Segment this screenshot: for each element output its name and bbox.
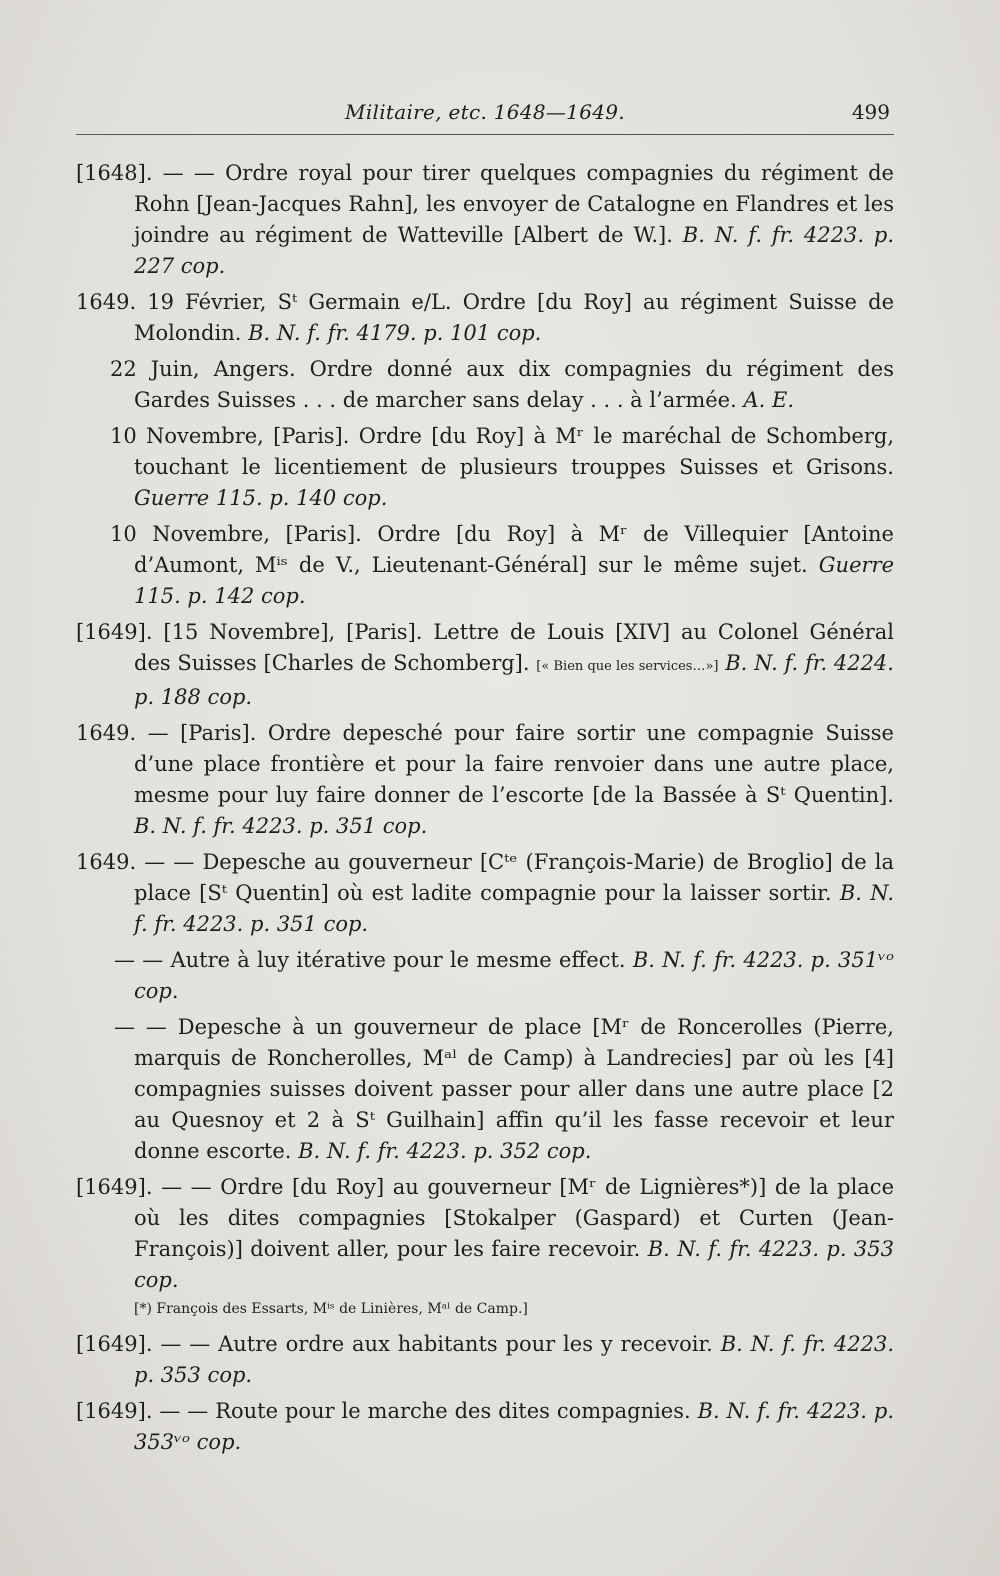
entry-date: 10 Novembre, [Paris]. — [110, 424, 350, 448]
entry-text: Route pour le marche des dites compagnies. — [215, 1399, 691, 1423]
entry-source: B. N. f. fr. 4223. p. 353 cop. — [134, 1237, 894, 1292]
entry-source: B. N. f. fr. 4223. p. 227 cop. — [134, 223, 894, 278]
entry-text: Lettre de Louis [XIV] au Colonel Général des Suisses [Charles de Schomberg]. — [134, 620, 894, 675]
running-title: Militaire, etc. 1648—1649. — [345, 100, 625, 124]
entry-depesche-roncerolles — [76, 1012, 894, 1167]
entry-incipit: [« Bien que les services…»] — [536, 659, 719, 674]
entry-text: Ordre [du Roy] au gouverneur [Mʳ de Lignières*)] de la place où les dites compagnies [Stokalper (Gaspard) et Curten (Jean-François)] doivent aller, pour les faire recevoir. — [134, 1175, 895, 1261]
page-header — [76, 96, 894, 135]
entry-gardes-suisses — [76, 354, 894, 416]
entry-date: 10 Novembre, [Paris]. — [110, 522, 362, 546]
entry-villequier — [76, 519, 894, 612]
entry-route-compagnies — [76, 1396, 894, 1458]
entry-text: Ordre royal pour tirer quelques compagnies du régiment de Rohn [Jean-Jacques Rahn], les envoyer de Catalogne en Flandres et les joindre au régiment de Watteville [Albert de W.]. — [134, 161, 894, 247]
entry-compagnie-suisse-escorte — [76, 718, 894, 842]
entry-text: Depesche au gouverneur [Cᵗᵉ (François-Marie) de Broglio] de la place [Sᵗ Quentin] où est ladite compagnie pour la laisser sortir. — [134, 850, 894, 905]
entry-1649-molondin — [76, 287, 894, 349]
entry-autre-iterative — [76, 945, 894, 1007]
entry-date: [1649]. [15 Novembre], [Paris]. — [76, 620, 423, 644]
entry-source: B. N. f. fr. 4223. p. 353ᵛᵒ cop. — [134, 1399, 894, 1454]
entry-date: 1649. 19 Février, Sᵗ Germain e/L. — [76, 290, 452, 314]
entry-text: Ordre [du Roy] à Mʳ de Villequier [Antoine d’Aumont, Mⁱˢ de V., Lieutenant-Général] sur le même sujet. — [134, 522, 894, 577]
entry-text: Autre à luy itérative pour le mesme effect. — [170, 948, 626, 972]
entry-source: B. N. f. fr. 4223. p. 351 cop. — [134, 881, 894, 936]
entry-text: Ordre donné aux dix compagnies du régiment des Gardes Suisses . . . de marcher sans delay . . . à l’armée. — [134, 357, 895, 412]
entry-source: B. N. f. fr. 4223. p. 352 cop. — [298, 1139, 592, 1163]
entry-text: Ordre [du Roy] à Mʳ le maréchal de Schomberg, touchant le licentiement de plusieurs trouppes Suisses et Grisons. — [134, 424, 894, 479]
entry-source: B. N. f. fr. 4223. p. 351ᵛᵒ cop. — [134, 948, 894, 1003]
entry-lettre-louis-xiv — [76, 617, 894, 713]
entry-text: Ordre depesché pour faire sortir une compagnie Suisse d’une place frontière et pour la faire renvoier dans une autre place, mesme pour luy faire donner de l’escorte [de la Bassée à Sᵗ Quentin]. — [134, 721, 894, 807]
entry-source: Guerre 115. p. 142 cop. — [134, 553, 894, 608]
entry-date: — — — [114, 1015, 167, 1039]
entry-1648-rohn — [76, 158, 894, 282]
entry-text: Autre ordre aux habitants pour les y recevoir. — [218, 1332, 713, 1356]
entry-ordre-habitants — [76, 1329, 894, 1391]
entry-text: Depesche à un gouverneur de place [Mʳ de Roncerolles (Pierre, marquis de Roncherolles, Mᵃˡ de Camp) à Landrecies] par où les [4] compagnies suisses doivent passer pour aller dans une autre place [2 au Quesnoy et 2 à Sᵗ Guilhain] affin qu’il les fasse recevoir et leur donne escorte. — [134, 1015, 894, 1163]
entry-date: 1649. — [Paris]. — [76, 721, 257, 745]
entry-source: A. E. — [743, 388, 794, 412]
page-number: 499 — [851, 100, 890, 124]
entry-source: B. N. f. fr. 4223. p. 353 cop. — [134, 1332, 894, 1387]
entry-text: Ordre [du Roy] au régiment Suisse de Molondin. — [134, 290, 894, 345]
entry-source: B. N. f. fr. 4224. p. 188 cop. — [134, 651, 894, 709]
entry-ordre-lignieres — [76, 1172, 894, 1296]
entry-date: [1648]. — — — [76, 161, 215, 185]
entries-list — [76, 158, 894, 1463]
entry-date: — — — [114, 948, 164, 972]
entry-depesche-broglio — [76, 847, 894, 940]
entry-source: Guerre 115. p. 140 cop. — [134, 486, 388, 510]
entry-date: [1649]. — — — [76, 1399, 209, 1423]
entry-date: [1649]. — — — [76, 1332, 211, 1356]
entry-date: 1649. — — — [76, 850, 195, 874]
entry-date: [1649]. — — — [76, 1175, 212, 1199]
entry-schomberg-licentiement — [76, 421, 894, 514]
entry-source: B. N. f. fr. 4179. p. 101 cop. — [248, 321, 542, 345]
entry-source: B. N. f. fr. 4223. p. 351 cop. — [134, 814, 428, 838]
entry-date: 22 Juin, Angers. — [110, 357, 296, 381]
footnote: [*) François des Essarts, Mⁱˢ de Linières, Mᵃˡ de Camp.] — [134, 1301, 528, 1317]
